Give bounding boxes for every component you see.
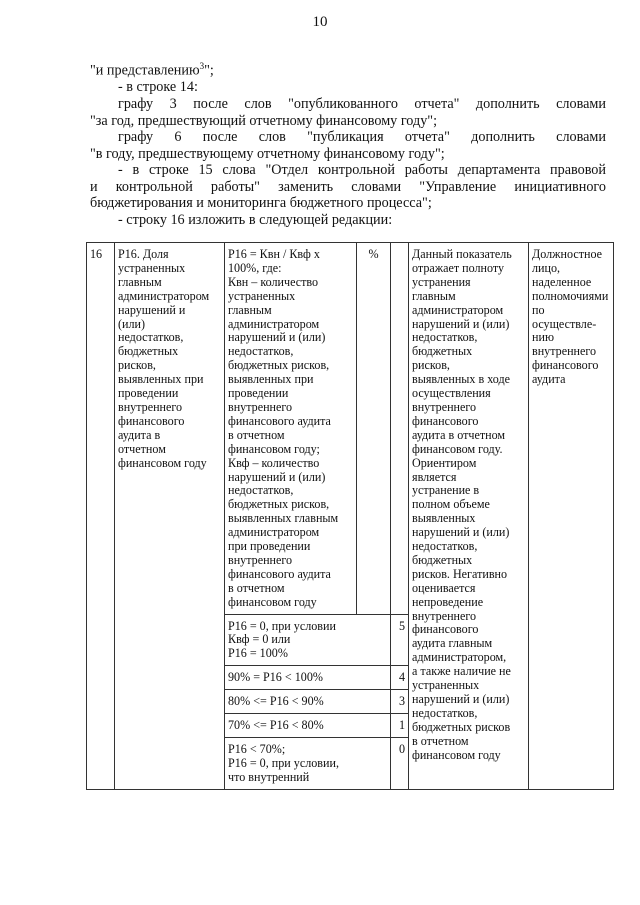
footnote-marker: 3: [199, 61, 205, 71]
empty-cell: [391, 243, 409, 615]
indicator-name-text: Р16. Доля устраненных главным администратором нарушений и (или) недостатков, бюджетных рисков, выявленных при проведении внутреннего финансового аудита в отчетном финансовом году: [118, 247, 210, 470]
score-cell: 1: [391, 714, 409, 738]
unit-cell: %: [357, 243, 391, 615]
description-cell: [409, 243, 529, 790]
intro-line-5a: - в строке 15 слова "Отдел контрольной работы департамента правовой: [118, 162, 606, 179]
score-cell: 0: [391, 738, 409, 790]
intro-line-4b: "в году, предшествующему отчетному финансовому году";: [90, 145, 445, 162]
intro-line-2: - в строке 14:: [118, 79, 198, 96]
intro-line-1-text: "и представлению: [90, 62, 200, 79]
responsible-cell: [529, 243, 614, 790]
condition-text: Р16 = 0, при условии Квф = 0 или Р16 = 100%: [225, 614, 391, 666]
intro-line-1: [90, 58, 606, 79]
condition-text: Р16 < 70%; Р16 = 0, при условии, что внутренний: [225, 738, 391, 790]
intro-line-3a: графу 3 после слов "опубликованного отчета" дополнить словами: [118, 95, 606, 112]
row-number-cell: 16: [87, 243, 115, 790]
responsible-text: Должностное лицо, наделенное полномочиями по осуществле- нию внутреннего финансового аудита: [532, 247, 609, 387]
intro-line-1-end: ";: [204, 62, 214, 79]
indicator-name-cell: [115, 243, 225, 790]
intro-line-5b: и контрольной работы" заменить словами "Управление инициативного: [90, 178, 606, 195]
score-cell: 3: [391, 690, 409, 714]
condition-text: 90% = Р16 < 100%: [225, 666, 391, 690]
formula-text: Р16 = Квн / Квф х 100%, где: Квн – количество устраненных главным администратором нарушений и (или) недостатков, бюджетных рисков, выявленных при проведении внутреннего финансового аудита в отчетном финансовом году; Квф – количество нарушений и (или) недостатков, бюджетных рисков, выявленных главным администратором при проведении внутреннего финансового аудита в отчетном финансовом году: [228, 247, 339, 609]
description-text: Данный показатель отражает полноту устранения главным администратором нарушений и (или) недостатков, бюджетных рисков, выявленных в ходе осуществления внутреннего финансового аудита в отчетном финансовом году. Ориентиром является устранение в полном объеме выявленных нарушений и (или) недостатков, бюджетных рисков. Негативно оценивается непроведение внутреннего финансового аудита главным администратором, а также наличие не устраненных нарушений и (или) недостатков, бюджетных рисков в отчетном финансовом году: [412, 247, 512, 762]
intro-line-5c: бюджетирования и мониторинга бюджетного процесса";: [90, 195, 432, 212]
indicator-table: [86, 242, 614, 790]
intro-line-3b: "за год, предшествующий отчетному финансовому году";: [90, 112, 438, 129]
intro-line-4a: графу 6 после слов "публикация отчета" дополнить словами: [118, 129, 606, 146]
condition-text: 70% <= Р16 < 80%: [225, 714, 391, 738]
condition-text: 80% <= Р16 < 90%: [225, 690, 391, 714]
intro-line-6: - строку 16 изложить в следующей редакции:: [118, 212, 393, 229]
amendment-text: [90, 58, 606, 229]
formula-cell: [225, 243, 357, 615]
table-row: [87, 243, 614, 615]
score-cell: 5: [391, 614, 409, 666]
score-cell: 4: [391, 666, 409, 690]
page-number: 10: [312, 14, 328, 30]
